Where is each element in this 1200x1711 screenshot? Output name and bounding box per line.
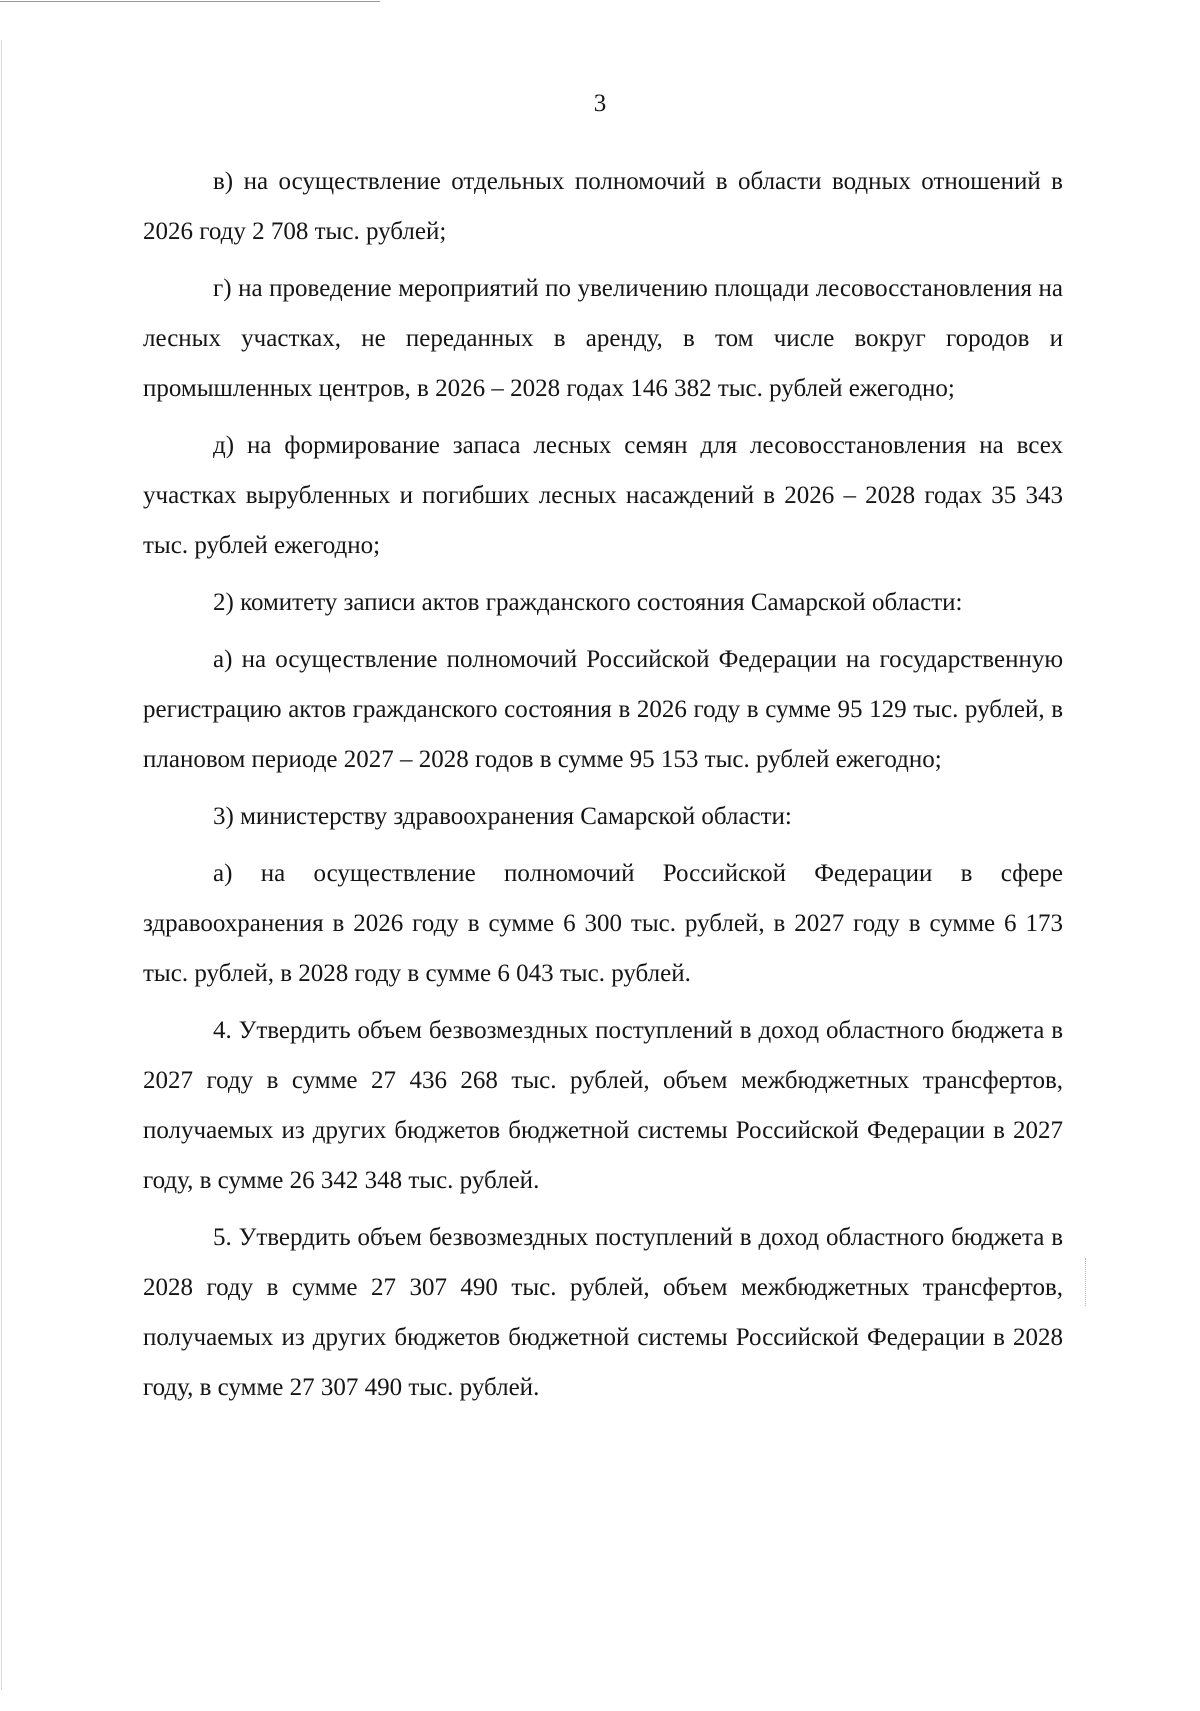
page-number: 3 [593,90,607,117]
scan-edge-left [1,40,2,1690]
scan-edge-top [0,1,380,2]
paragraph-5-revenues-2028: 5. Утвердить объем безвозмездных поступлений в доход областного бюджета в 2028 году в сумме 27 307 490 тыс. рублей, объем межбюджетных трансфертов, получаемых из других бюджетов бюджетной системы Российской Федерации в 2028 году, в сумме 27 307 490 тыс. рублей. [143,1224,1063,1401]
paragraph-a-healthcare-powers: а) на осуществление полномочий Российской Федерации в сфере здравоохранения в 2026 году в сумме 6 300 тыс. рублей, в 2027 году в сумме 6 173 тыс. рублей, в 2028 году в сумме 6 043 тыс. рублей. [143,860,1063,987]
paragraph-g-reforestation-area: г) на проведение мероприятий по увеличению площади лесовосстановления на лесных участках, не переданных в аренду, в том числе вокруг городов и промышленных центров, в 2026 – 2028 годах 146 382 тыс. рублей ежегодно; [143,275,1063,402]
paragraph-4-revenues-2027: 4. Утвердить объем безвозмездных поступлений в доход областного бюджета в 2027 году в сумме 27 436 268 тыс. рублей, объем межбюджетных трансфертов, получаемых из других бюджетов бюджетной системы Российской Федерации в 2027 году, в сумме 26 342 348 тыс. рублей. [143,1017,1063,1194]
paragraph-a-civil-registration: а) на осуществление полномочий Российской Федерации на государственную регистрацию актов гражданского состояния в 2026 году в сумме 95 129 тыс. рублей, в плановом периоде 2027 – 2028 годов в сумме 95 153 тыс. рублей ежегодно; [143,646,1063,773]
paragraph-3-health-ministry: 3) министерству здравоохранения Самарской области: [213,803,792,830]
paragraph-v-water-relations: в) на осуществление отдельных полномочий в области водных отношений в 2026 году 2 708 тыс. рублей; [143,168,1063,245]
scan-artifact-dots [1085,1258,1086,1306]
document-body [143,157,1063,1420]
paragraph-d-forest-seeds: д) на формирование запаса лесных семян для лесовосстановления на всех участках вырубленных и погибших лесных насаждений в 2026 – 2028 годах 35 343 тыс. рублей ежегодно; [143,432,1063,559]
paragraph-2-civil-registry-committee: 2) комитету записи актов гражданского состояния Самарской области: [213,589,963,616]
